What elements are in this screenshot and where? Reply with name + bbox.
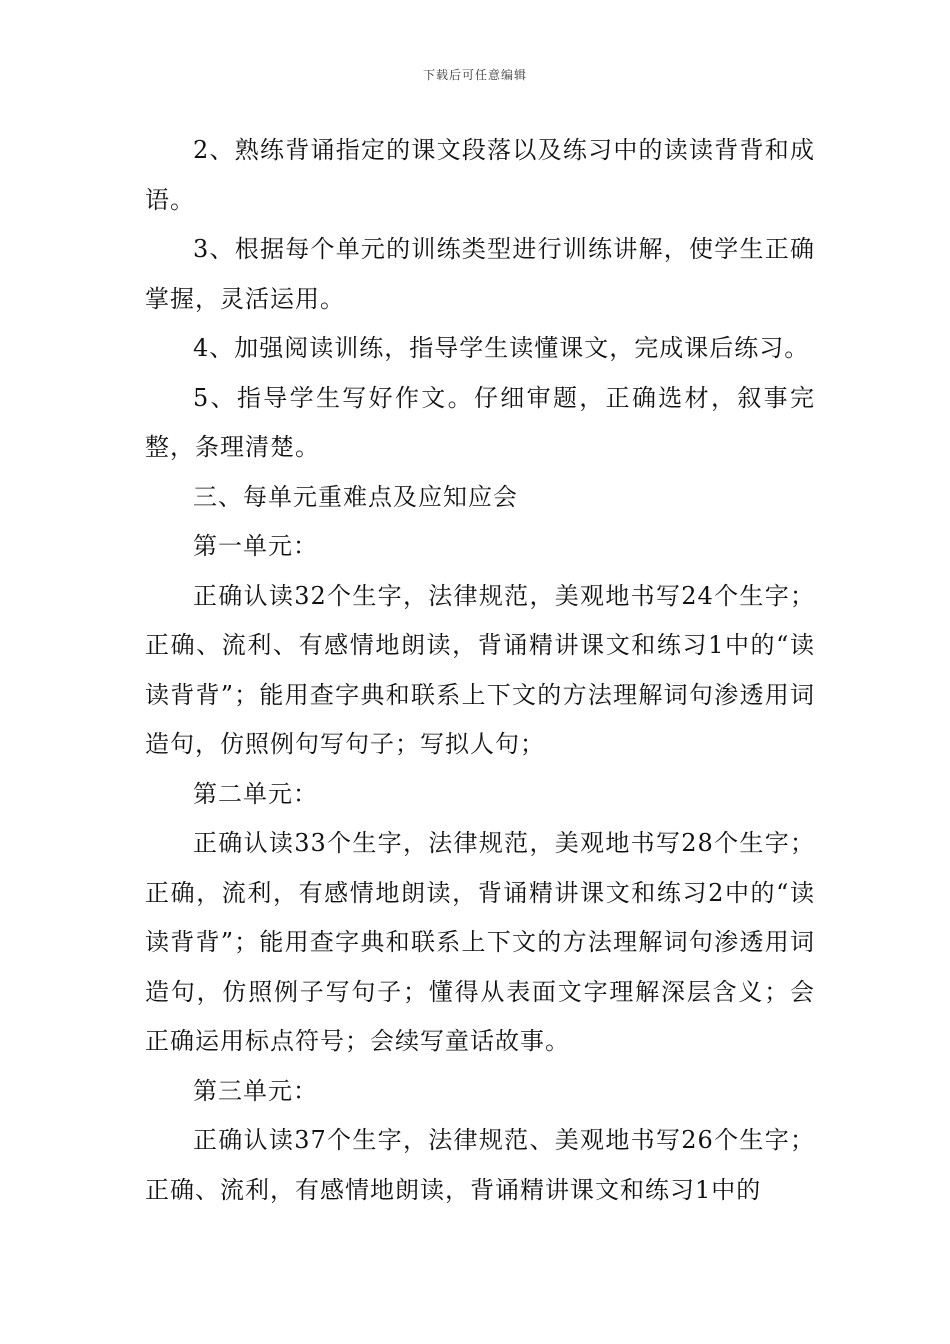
unit-2-content: 正确认读33个生字，法律规范，美观地书写28个生字；正确，流利，有感情地朗读，背诵精讲课文和练习2中的“读读背背”；能用查字典和联系上下文的方法理解词句渗透用词造句，仿照例子写句子；懂得从表面文字理解深层含义；会正确运用标点符号；会续写童话故事。 [145,829,815,1055]
paragraph-item-3: 3、根据每个单元的训练类型进行训练讲解，使学生正确掌握，灵活运用。 [145,235,815,313]
page-header-note: 下载后可任意编辑 [422,68,527,82]
unit-2-heading: 第二单元： [193,779,318,808]
paragraph-item-5: 5、指导学生写好作文。仔细审题，正确选材，叙事完整，条理清楚。 [145,383,815,461]
unit-1-heading: 第一单元： [193,532,318,560]
unit-3-content: 正确认读37个生字，法律规范、美观地书写26个生字；正确、流利，有感情地朗读，背诵精讲课文和练习1中的 [145,1126,815,1204]
document-body [145,126,815,1215]
unit-3-heading: 第三单元： [193,1076,318,1105]
paragraph-item-4: 4、加强阅读训练，指导学生读懂课文，完成课后练习。 [193,334,810,362]
paragraph-item-2: 2、熟练背诵指定的课文段落以及练习中的读读背背和成语。 [145,136,815,214]
section-heading: 三、每单元重难点及应知应会 [193,482,518,511]
unit-1-content: 正确认读32个生字，法律规范，美观地书写24个生字；正确、流利、有感情地朗读，背诵精讲课文和练习1中的“读读背背”；能用查字典和联系上下文的方法理解词句渗透用词造句，仿照例句写句子；写拟人句； [145,581,815,758]
